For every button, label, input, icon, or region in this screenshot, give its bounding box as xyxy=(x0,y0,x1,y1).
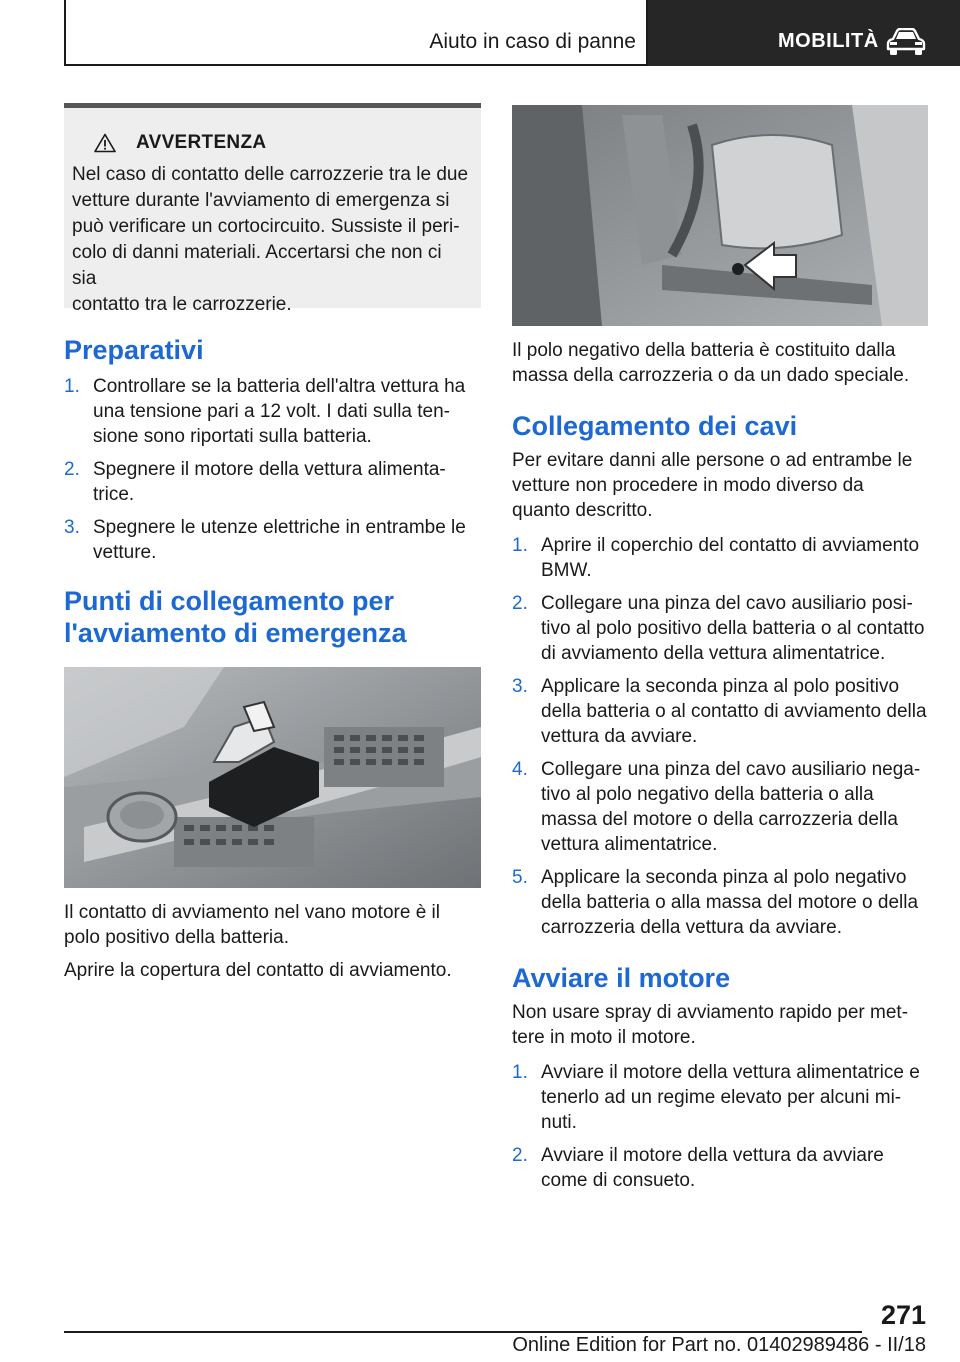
step-line: Controllare se la batteria dell'altra vettura ha xyxy=(93,376,466,397)
heading-line: l'avviamento di emergenza xyxy=(64,618,407,648)
step-line: tenerlo ad un regime elevato per alcuni mi‐ xyxy=(541,1087,902,1108)
step-line: vettura alimentatrice. xyxy=(541,834,718,855)
step-line: Applicare la seconda pinza al polo positivo xyxy=(541,676,900,697)
step-number: 2. xyxy=(512,593,528,614)
warning-line: colo di danni materiali. Accertarsi che non ci sia xyxy=(72,242,442,289)
heading-collegamento-cavi: Collegamento dei cavi xyxy=(512,411,798,441)
right-column xyxy=(512,105,928,1201)
heading-punti-collegamento xyxy=(64,585,481,649)
step-line: della batteria o al contatto di avviamento della xyxy=(541,701,927,722)
warning-line: contatto tra le carrozzerie. xyxy=(72,294,292,315)
engine-bay-illustration xyxy=(64,667,481,888)
page-number: 271 xyxy=(880,1300,926,1330)
warning-text xyxy=(72,162,471,318)
note-open-cover: Aprire la copertura del contatto di avviamento. xyxy=(64,960,452,981)
section-title: MOBILITÀ xyxy=(778,30,879,52)
step-line: come di consueto. xyxy=(541,1170,696,1191)
caption-line: Il contatto di avviamento nel vano motore è il xyxy=(64,902,440,923)
warning-title: AVVERTENZA xyxy=(136,132,267,153)
avviare-intro xyxy=(512,1000,928,1050)
list-item xyxy=(512,674,928,749)
caption-line: Il polo negativo della batteria è costituito dalla xyxy=(512,340,896,361)
step-line: vetture. xyxy=(93,542,157,563)
step-line: Avviare il motore della vettura da avviare xyxy=(541,1145,884,1166)
heading-preparativi: Preparativi xyxy=(64,335,204,365)
step-line: Aprire il coperchio del contatto di avviamento xyxy=(541,535,920,556)
list-item xyxy=(64,374,481,449)
collegamento-intro xyxy=(512,448,928,523)
step-number: 1. xyxy=(512,535,528,556)
list-item xyxy=(512,533,928,583)
step-line: massa del motore o della carrozzeria della xyxy=(541,809,898,830)
step-line: Spegnere il motore della vettura alimenta‐ xyxy=(93,459,446,480)
header-rule-bottom xyxy=(64,64,648,66)
step-number: 1. xyxy=(64,376,80,397)
caption-line: massa della carrozzeria o da un dado speciale. xyxy=(512,365,910,386)
car-icon xyxy=(886,28,926,56)
engine-bay-illustration xyxy=(512,105,928,326)
intro-line: vetture non procedere in modo diverso da xyxy=(512,475,864,496)
warning-line: Nel caso di contatto delle carrozzerie tra le due xyxy=(72,164,469,185)
list-item xyxy=(64,457,481,507)
intro-line: Non usare spray di avviamento rapido per met‐ xyxy=(512,1002,909,1023)
engine-bay-photo-positive xyxy=(64,667,481,888)
warning-line: vetture durante l'avviamento di emergenza si xyxy=(72,190,450,211)
footer-rule xyxy=(64,1331,862,1333)
warning-box xyxy=(64,103,481,315)
list-item xyxy=(512,1143,928,1193)
caption-line: polo positivo della batteria. xyxy=(64,927,289,948)
caption-positive-pole xyxy=(64,900,481,950)
header-rule-left xyxy=(64,0,66,66)
warning-header xyxy=(94,132,471,154)
list-item xyxy=(512,865,928,940)
step-line: tivo al polo positivo della batteria o al contatto xyxy=(541,618,925,639)
step-number: 4. xyxy=(512,759,528,780)
step-number: 3. xyxy=(512,676,528,697)
intro-line: Per evitare danni alle persone o ad entrambe le xyxy=(512,450,913,471)
step-number: 3. xyxy=(64,517,80,538)
step-line: Collegare una pinza del cavo ausiliario posi‐ xyxy=(541,593,913,614)
step-line: vettura da avviare. xyxy=(541,726,698,747)
step-line: sione sono riportati sulla batteria. xyxy=(93,426,372,447)
warning-triangle-icon xyxy=(94,133,116,153)
caption-negative-pole xyxy=(512,338,928,388)
engine-bay-photo-negative xyxy=(512,105,928,326)
warning-line: può verificare un cortocircuito. Sussiste il peri‐ xyxy=(72,216,460,237)
collegamento-list xyxy=(512,533,928,940)
list-item xyxy=(512,757,928,857)
step-line: tivo al polo negativo della batteria o alla xyxy=(541,784,874,805)
preparativi-list xyxy=(64,374,481,565)
edition-info: Online Edition for Part no. 01402989486 - II/18 xyxy=(512,1334,926,1356)
step-line: Applicare la seconda pinza al polo negativo xyxy=(541,867,907,888)
step-number: 2. xyxy=(512,1145,528,1166)
step-number: 1. xyxy=(512,1062,528,1083)
step-number: 2. xyxy=(64,459,80,480)
intro-line: tere in moto il motore. xyxy=(512,1027,696,1048)
avviare-list xyxy=(512,1060,928,1193)
list-item xyxy=(64,515,481,565)
step-line: trice. xyxy=(93,484,135,505)
step-number: 5. xyxy=(512,867,528,888)
intro-line: quanto descritto. xyxy=(512,500,653,521)
heading-avviare-motore: Avviare il motore xyxy=(512,963,731,993)
step-line: Spegnere le utenze elettriche in entrambe le xyxy=(93,517,466,538)
left-column xyxy=(64,103,481,983)
step-line: BMW. xyxy=(541,560,592,581)
step-line: di avviamento della vettura alimentatrice. xyxy=(541,643,886,664)
list-item xyxy=(512,591,928,666)
step-line: una tensione pari a 12 volt. I dati sulla ten‐ xyxy=(93,401,451,422)
list-item xyxy=(512,1060,928,1135)
step-line: Avviare il motore della vettura alimentatrice e xyxy=(541,1062,920,1083)
chapter-title: Aiuto in caso di panne xyxy=(429,30,636,53)
step-line: nuti. xyxy=(541,1112,577,1133)
step-line: della batteria o alla massa del motore o della xyxy=(541,892,919,913)
heading-line: Punti di collegamento per xyxy=(64,586,395,616)
step-line: carrozzeria della vettura da avviare. xyxy=(541,917,842,938)
step-line: Collegare una pinza del cavo ausiliario nega‐ xyxy=(541,759,921,780)
